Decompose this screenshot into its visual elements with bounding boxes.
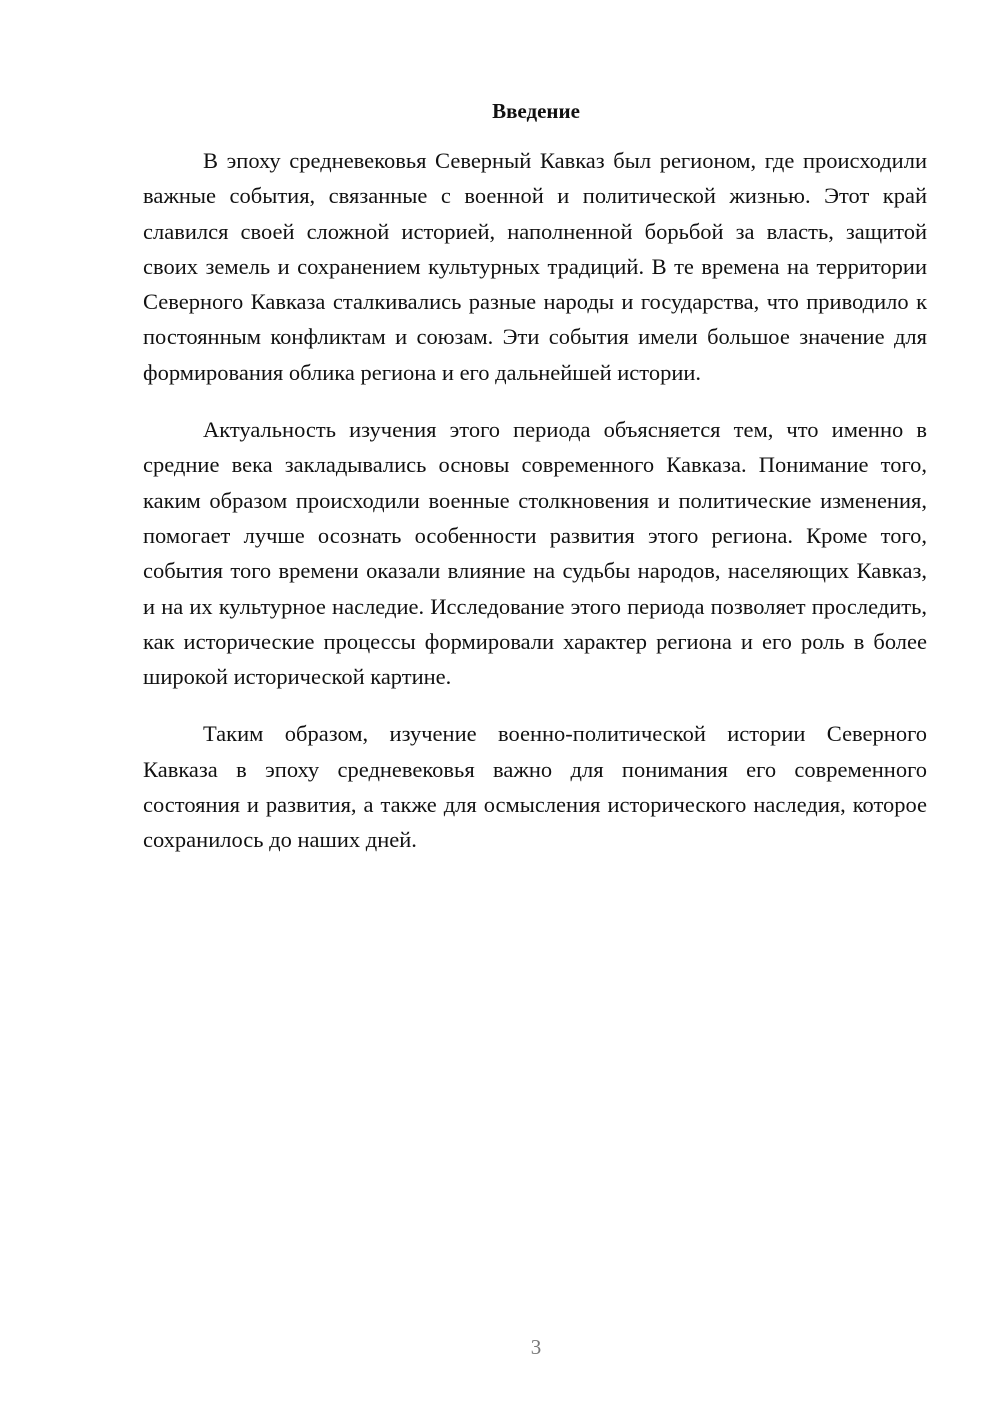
paragraph-conclusion: Таким образом, изучение военно-политической истории Северного Кавказа в эпоху средневековья важно для понимания его современного состояния и развития, а также для осмысления исторического наследия, которое сохранилось до наших дней. — [143, 721, 927, 853]
body-text — [143, 143, 927, 880]
page-number: 3 — [530, 1335, 542, 1359]
section-heading: Введение — [492, 99, 580, 123]
paragraph-intro: В эпоху средневековья Северный Кавказ был регионом, где происходили важные события, связанные с военной и политической жизнью. Этот край славился своей сложной историей, наполненной борьбой за власть, защитой своих земель и сохранением культурных традиций. В те времена на территории Северного Кавказа сталкивались разные народы и государства, что приводило к постоянным конфликтам и союзам. Эти события имели большое значение для формирования облика региона и его дальнейшей истории. — [143, 148, 927, 385]
paragraph-relevance: Актуальность изучения этого периода объясняется тем, что именно в средние века закладывались основы современного Кавказа. Понимание того, каким образом происходили военные столкновения и политические изменения, помогает лучше осознать особенности развития этого региона. Кроме того, события того времени оказали влияние на судьбы народов, населяющих Кавказ, и на их культурное наследие. Исследование этого периода позволяет проследить, как исторические процессы формировали характер региона и его роль в более широкой исторической картине. — [143, 417, 927, 690]
